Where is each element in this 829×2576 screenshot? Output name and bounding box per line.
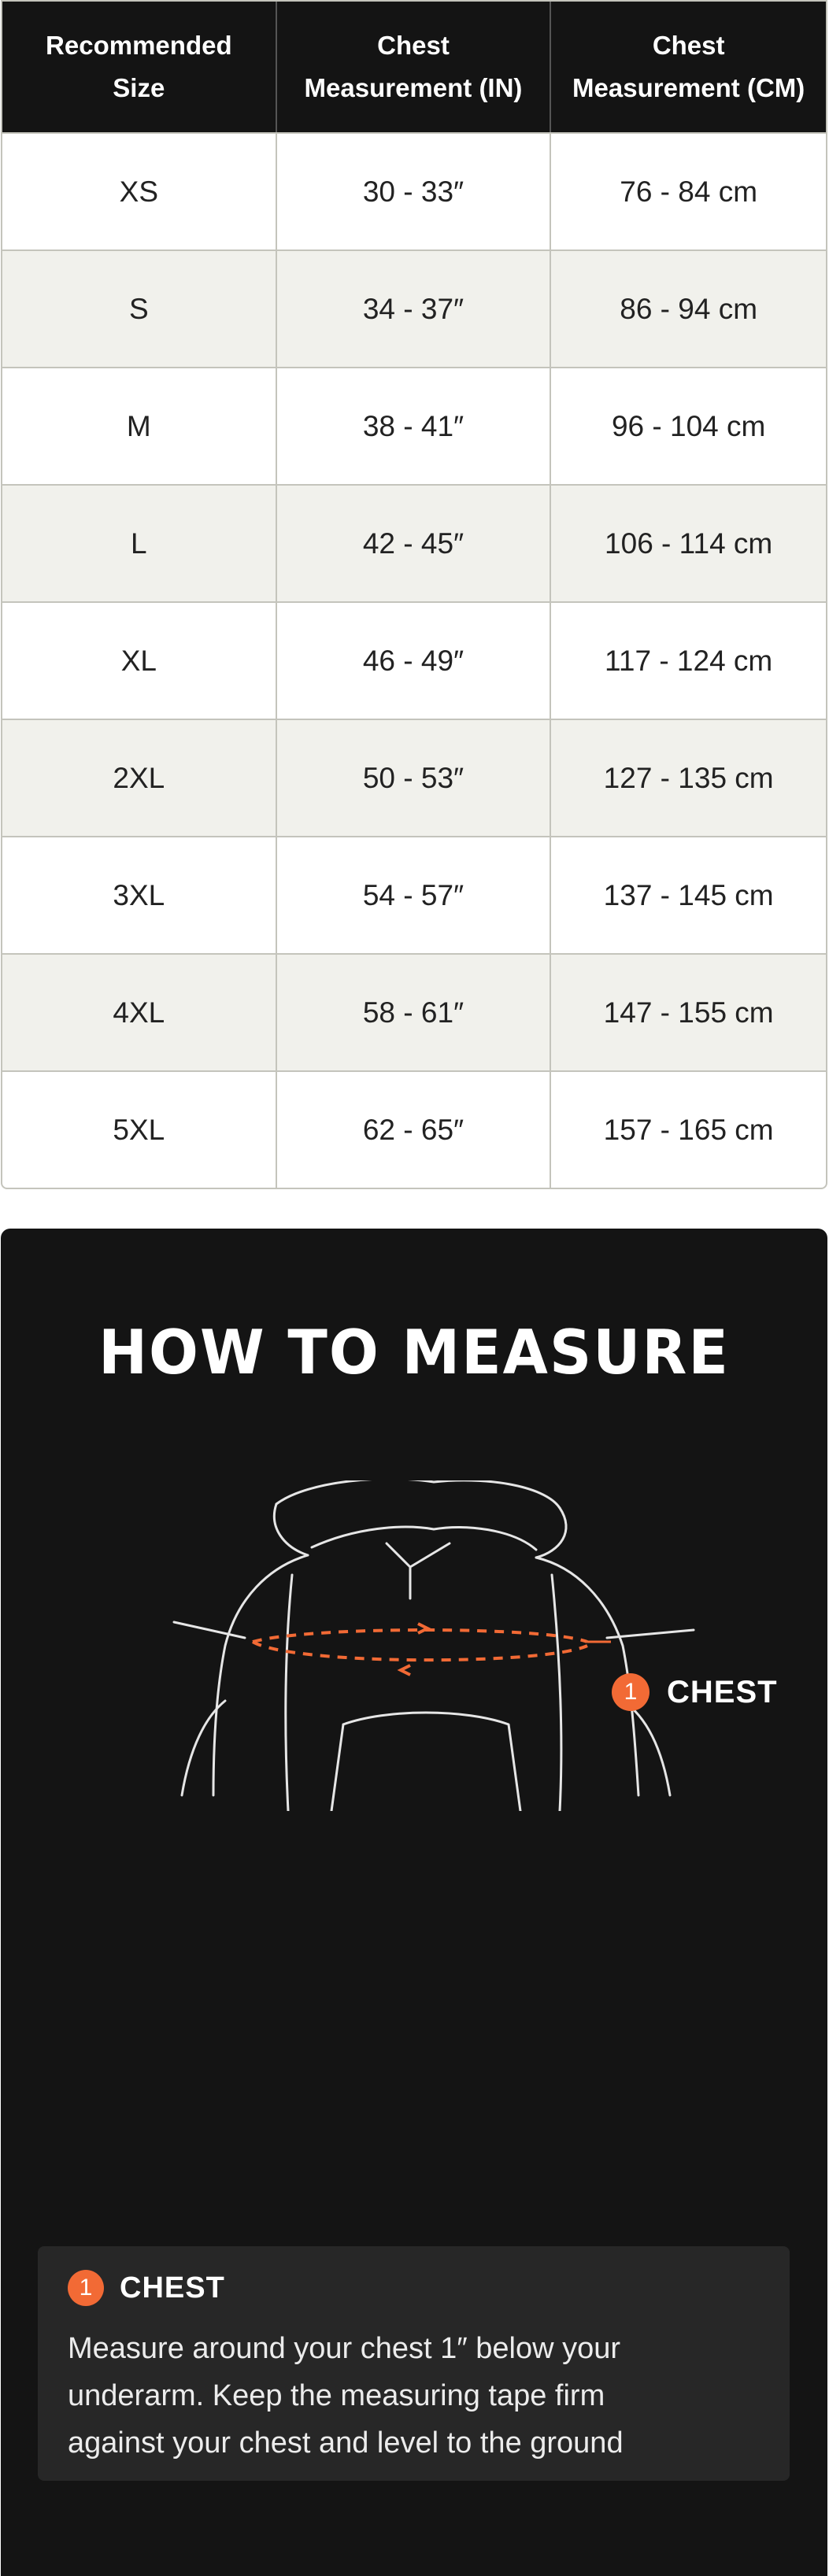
size-cell: XL bbox=[2, 601, 277, 719]
cm-cell: 157 - 165 cm bbox=[551, 1070, 826, 1188]
table-row bbox=[2, 367, 826, 484]
cm-cell: 127 - 135 cm bbox=[551, 719, 826, 836]
size-cell: 5XL bbox=[2, 1070, 277, 1188]
table-row bbox=[2, 484, 826, 601]
inches-cell: 54 - 57″ bbox=[277, 836, 552, 953]
how-to-measure-panel bbox=[1, 1229, 827, 2576]
size-cell: 3XL bbox=[2, 836, 277, 953]
size-cell: S bbox=[2, 249, 277, 367]
size-chart-table bbox=[1, 0, 827, 1189]
cm-cell: 106 - 114 cm bbox=[551, 484, 826, 601]
inches-cell: 46 - 49″ bbox=[277, 601, 552, 719]
instruction-line: against your chest and level to the ground bbox=[68, 2426, 624, 2460]
header-recommended-size: Recommended Size bbox=[2, 2, 277, 132]
cm-cell: 86 - 94 cm bbox=[551, 249, 826, 367]
instruction-line: Measure around your chest 1″ below your bbox=[68, 2332, 621, 2365]
header-chest-inches: Chest Measurement (IN) bbox=[277, 2, 552, 132]
instruction-line: underarm. Keep the measuring tape firm bbox=[68, 2379, 605, 2412]
size-cell: 4XL bbox=[2, 953, 277, 1070]
inches-cell: 50 - 53″ bbox=[277, 719, 552, 836]
chest-instructions-card bbox=[38, 2246, 790, 2481]
size-cell: XS bbox=[2, 132, 277, 249]
table-row bbox=[2, 953, 826, 1070]
size-cell: M bbox=[2, 367, 277, 484]
card-number-badge: 1 bbox=[68, 2270, 104, 2306]
table-row bbox=[2, 249, 826, 367]
inches-cell: 38 - 41″ bbox=[277, 367, 552, 484]
cm-cell: 137 - 145 cm bbox=[551, 836, 826, 953]
cm-cell: 117 - 124 cm bbox=[551, 601, 826, 719]
size-cell: 2XL bbox=[2, 719, 277, 836]
size-cell: L bbox=[2, 484, 277, 601]
card-heading-label: CHEST bbox=[120, 2271, 225, 2304]
table-row bbox=[2, 1070, 826, 1188]
how-to-measure-title: HOW TO MEASURE bbox=[98, 1317, 730, 1389]
inches-cell: 42 - 45″ bbox=[277, 484, 552, 601]
cm-cell: 147 - 155 cm bbox=[551, 953, 826, 1070]
table-row bbox=[2, 132, 826, 249]
table-header-row bbox=[2, 2, 826, 132]
cm-cell: 76 - 84 cm bbox=[551, 132, 826, 249]
inches-cell: 30 - 33″ bbox=[277, 132, 552, 249]
inches-cell: 34 - 37″ bbox=[277, 249, 552, 367]
table-row bbox=[2, 836, 826, 953]
table-row bbox=[2, 719, 826, 836]
chest-callout bbox=[612, 1673, 778, 1711]
cm-cell: 96 - 104 cm bbox=[551, 367, 826, 484]
card-heading bbox=[68, 2270, 225, 2306]
card-instructions-text bbox=[68, 2325, 761, 2467]
chest-callout-label: CHEST bbox=[667, 1674, 778, 1709]
chest-number-badge: 1 bbox=[612, 1673, 650, 1711]
inches-cell: 58 - 61″ bbox=[277, 953, 552, 1070]
header-chest-cm: Chest Measurement (CM) bbox=[551, 2, 826, 132]
inches-cell: 62 - 65″ bbox=[277, 1070, 552, 1188]
table-row bbox=[2, 601, 826, 719]
hoodie-icon bbox=[150, 1480, 717, 1811]
